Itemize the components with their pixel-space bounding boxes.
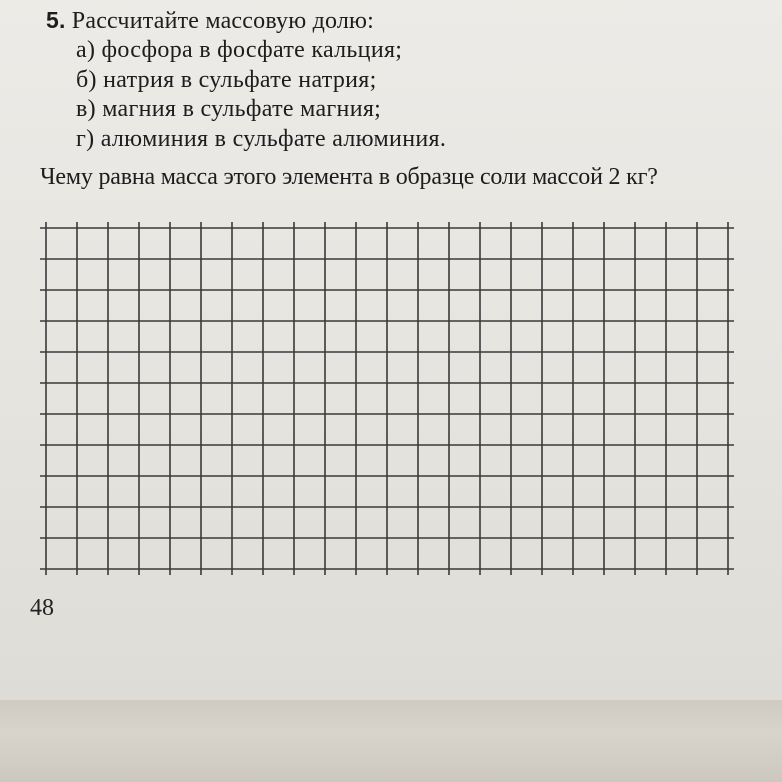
task-block <box>40 6 766 192</box>
task-item-b: б) натрия в сульфате натрия; <box>76 66 377 93</box>
page-number: 48 <box>30 595 54 621</box>
task-item-d: г) алюминия в сульфате алюминия. <box>76 125 447 152</box>
task-instruction: Рассчитайте массовую долю: <box>71 8 375 34</box>
table-surface <box>0 700 782 782</box>
task-number: 5. <box>46 7 66 33</box>
task-question: Чему равна масса этого элемента в образце соли массой 2 кг? <box>40 164 658 190</box>
task-heading <box>46 6 766 36</box>
task-item-c: в) магния в сульфате магния; <box>76 96 382 122</box>
answer-grid[interactable] <box>36 216 756 576</box>
task-item-a: а) фосфора в фосфате кальция; <box>76 37 403 63</box>
